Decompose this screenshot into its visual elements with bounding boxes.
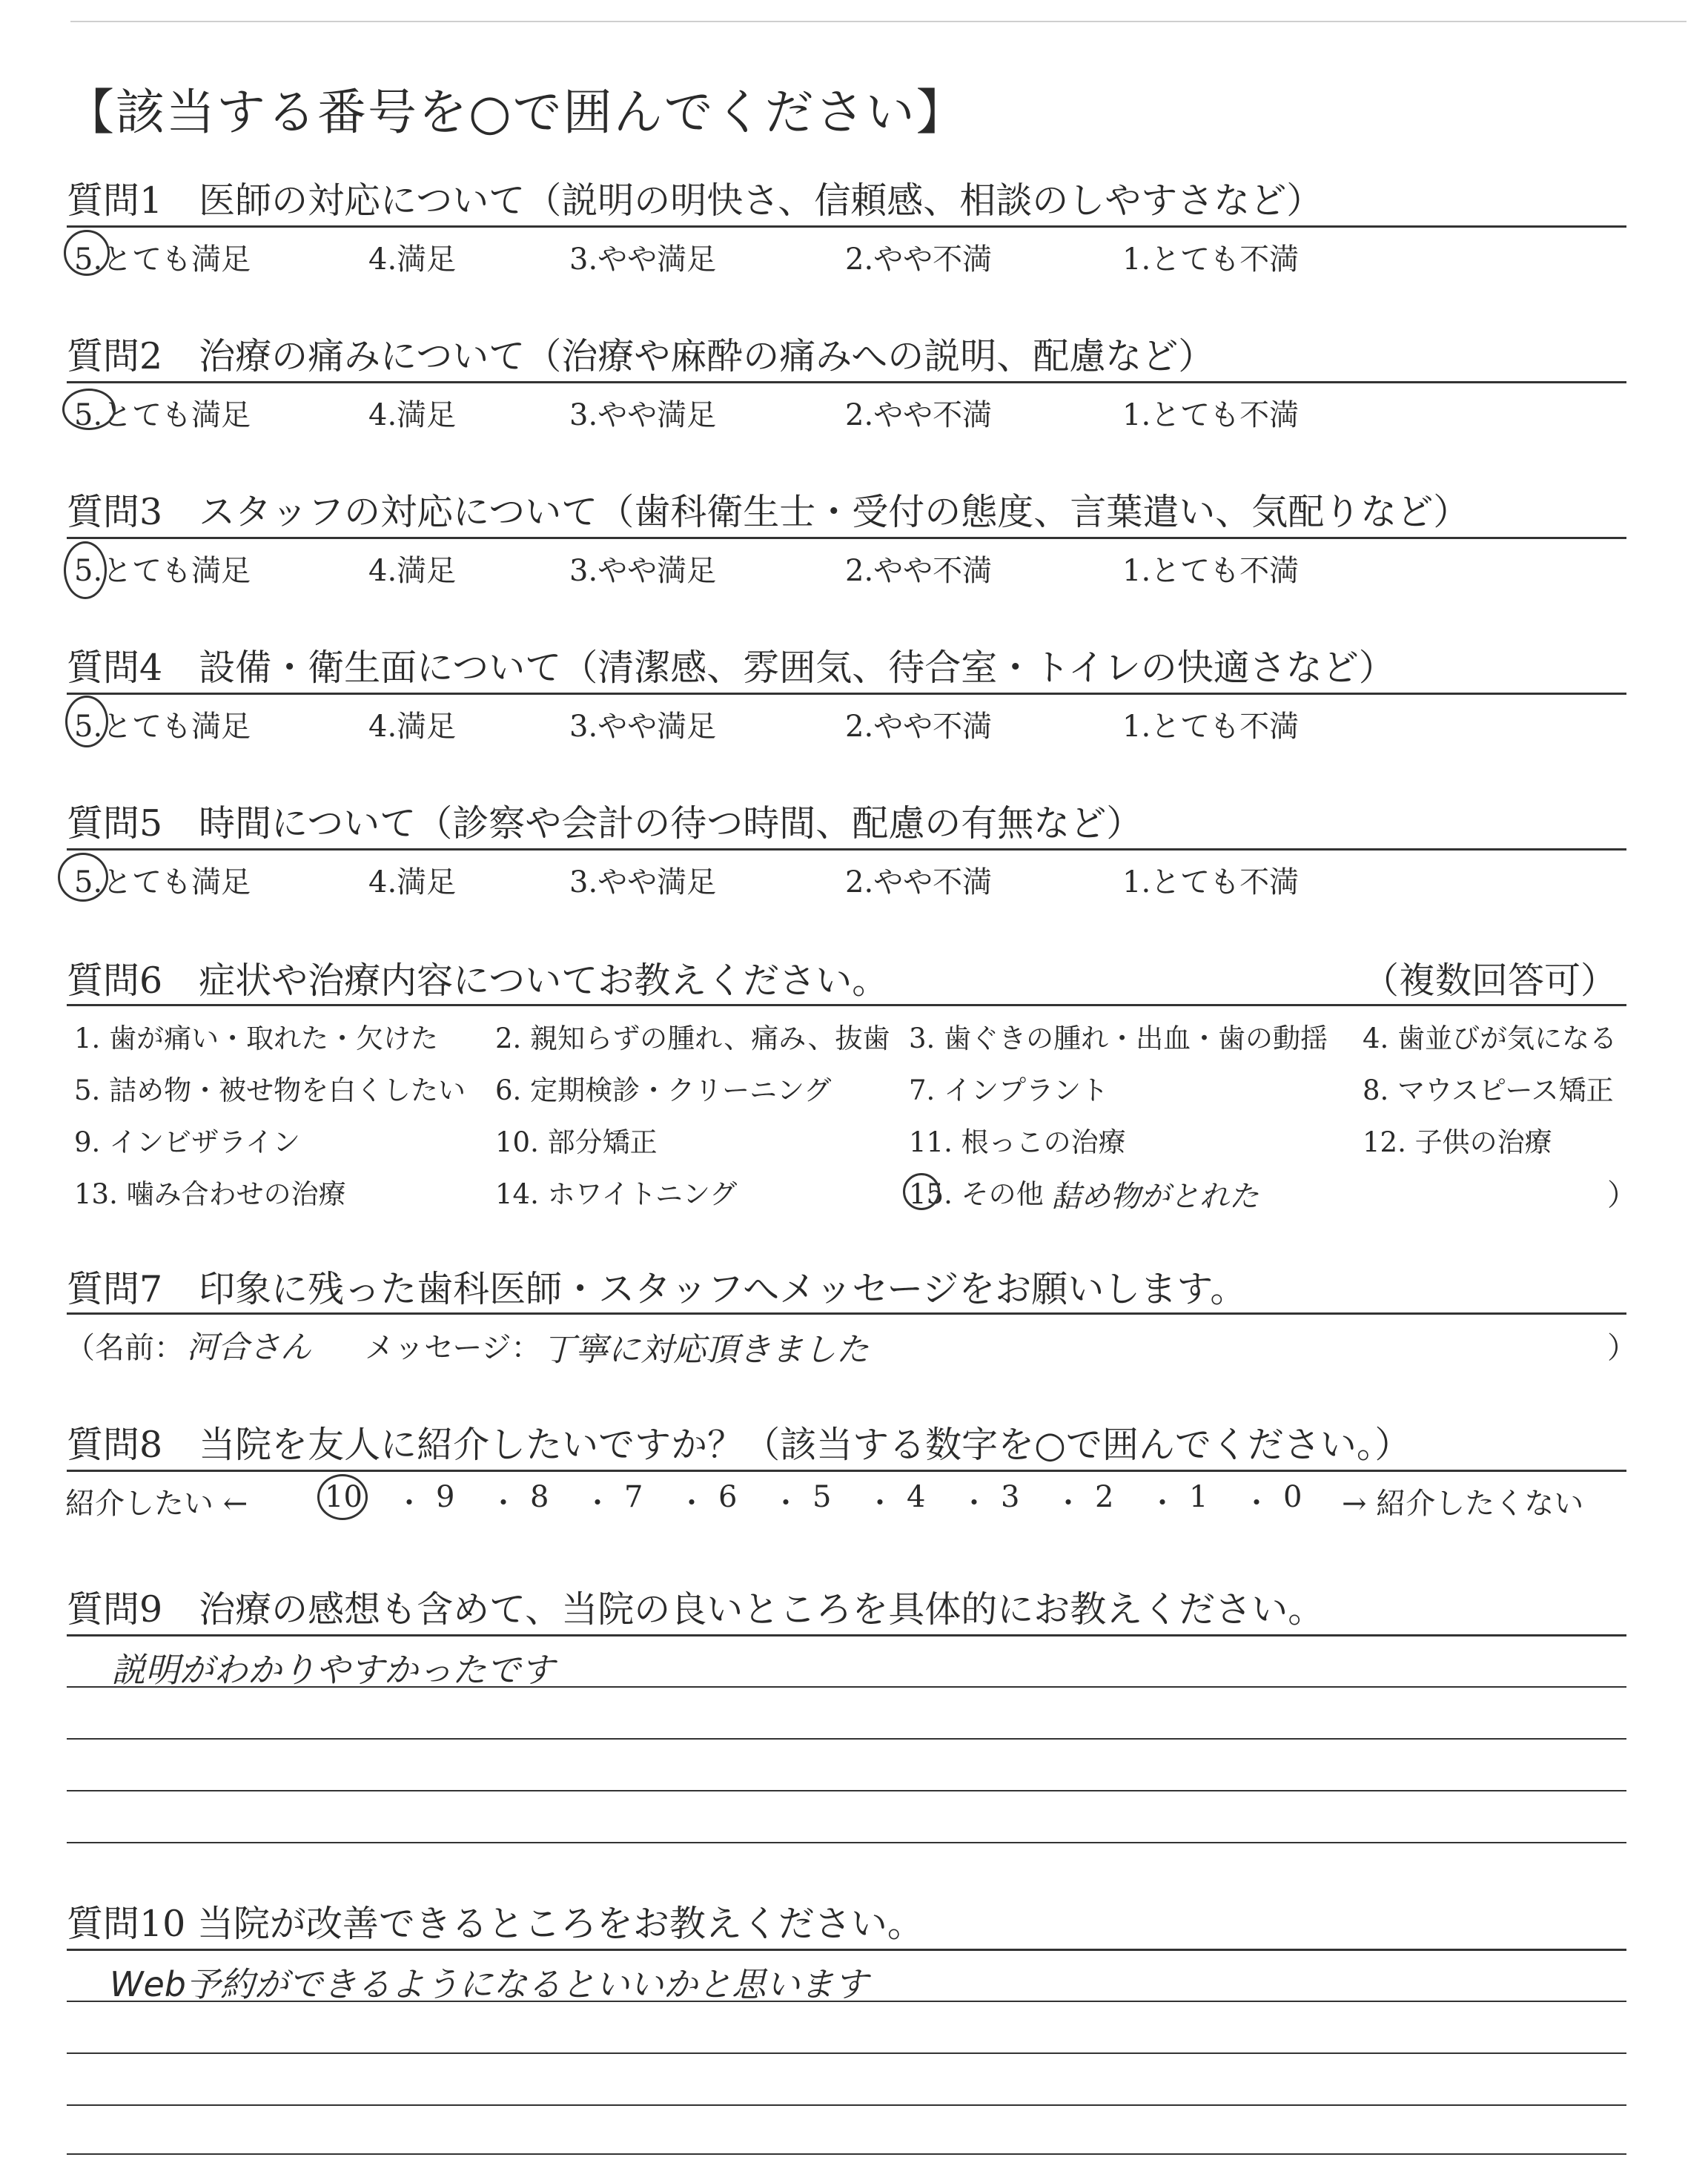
q8-score-6[interactable]: 6 — [718, 1480, 738, 1514]
q4-option-4[interactable]: 4.満足 — [368, 710, 457, 744]
q2-option-2[interactable]: 2.やや不満 — [845, 398, 993, 432]
q4-option-3[interactable]: 3.やや満足 — [569, 710, 717, 744]
q10-answer[interactable]: Web予約ができるようになるといいかと思います — [110, 1964, 868, 2004]
q5-option-2[interactable]: 2.やや不満 — [845, 865, 993, 899]
q6-option-14[interactable]: 14. ホワイトニング — [495, 1178, 738, 1210]
q8-dot: ・ — [772, 1487, 801, 1519]
q6-option-13[interactable]: 13. 噛み合わせの治療 — [74, 1178, 346, 1210]
q9-answer-line — [67, 1738, 1626, 1740]
q6-option-4[interactable]: 4. 歯並びが気になる — [1363, 1023, 1618, 1054]
q3-option-4[interactable]: 4.満足 — [368, 554, 457, 588]
question-7-title: 質問7 印象に残った歯科医師・スタッフへメッセージをお願いします。 — [67, 1268, 1247, 1310]
q4-option-1[interactable]: 1.とても不満 — [1122, 710, 1300, 744]
q7-message-label: メッセージ： — [365, 1331, 541, 1365]
q8-right-label: → 紹介したくない — [1342, 1487, 1584, 1521]
q8-selected-circle — [317, 1474, 368, 1520]
q4-option-2[interactable]: 2.やや不満 — [845, 710, 993, 744]
question-6-title: 質問6 症状や治療内容についてお教えください。 — [67, 960, 889, 1002]
q1-option-5[interactable]: 5.とても満足 — [74, 242, 251, 277]
q8-score-5[interactable]: 5 — [812, 1480, 832, 1514]
q5-selected-circle — [58, 853, 108, 902]
q5-option-4[interactable]: 4.満足 — [368, 865, 457, 899]
q3-option-1[interactable]: 1.とても不満 — [1122, 554, 1300, 588]
q3-option-2[interactable]: 2.やや不満 — [845, 554, 993, 588]
question-1-rule — [67, 225, 1626, 228]
q1-selected-circle — [64, 230, 110, 276]
q2-option-4[interactable]: 4.満足 — [368, 398, 457, 432]
q8-dot: ・ — [678, 1487, 706, 1519]
q4-option-5[interactable]: 5.とても満足 — [74, 710, 251, 744]
q9-answer-line — [67, 1842, 1626, 1843]
q8-dot: ・ — [395, 1487, 424, 1519]
q6-option-2[interactable]: 2. 親知らずの腫れ、痛み、抜歯 — [495, 1023, 890, 1054]
q9-answer[interactable]: 説明がわかりやすかったです — [111, 1650, 555, 1690]
q6-option-15[interactable]: 15. その他（ — [909, 1178, 1071, 1210]
q7-name-label: （名前： — [65, 1331, 184, 1365]
q6-option-1[interactable]: 1. 歯が痛い・取れた・欠けた — [74, 1023, 439, 1054]
question-10-title: 質問10 当院が改善できるところをお教えください。 — [67, 1903, 924, 1945]
q6-option-7[interactable]: 7. インプラント — [909, 1074, 1109, 1106]
q6-close-paren: ） — [1607, 1178, 1637, 1212]
question-10-rule — [67, 1949, 1626, 1951]
question-8-title: 質問8 当院を友人に紹介したいですか？（該当する数字を○で囲んでください。） — [67, 1424, 1411, 1466]
q8-score-3[interactable]: 3 — [1001, 1480, 1020, 1514]
q9-answer-line — [67, 1686, 1626, 1688]
page-heading: 【該当する番号を○で囲んでください】 — [65, 84, 967, 141]
q10-answer-line — [67, 2001, 1626, 2002]
q6-other-answer[interactable]: 詰め物がとれた — [1051, 1180, 1259, 1214]
question-5-title: 質問5 時間について（診察や会計の待つ時間、配慮の有無など） — [67, 802, 1143, 845]
question-3-title: 質問3 スタッフの対応について（歯科衛生士・受付の態度、言葉遣い、気配りなど） — [67, 491, 1470, 533]
q6-option-3[interactable]: 3. 歯ぐきの腫れ・出血・歯の動揺 — [909, 1023, 1328, 1054]
q6-option-6[interactable]: 6. 定期検診・クリーニング — [495, 1074, 832, 1106]
q5-option-3[interactable]: 3.やや満足 — [569, 865, 717, 899]
q10-answer-line — [67, 2104, 1626, 2106]
q3-selected-circle — [64, 541, 107, 599]
q8-dot: ・ — [1242, 1487, 1271, 1519]
q8-score-0[interactable]: 0 — [1283, 1480, 1302, 1514]
question-9-rule — [67, 1634, 1626, 1636]
q8-score-2[interactable]: 2 — [1095, 1480, 1114, 1514]
q8-dot: ・ — [1054, 1487, 1083, 1519]
question-4-rule — [67, 693, 1626, 695]
question-2-rule — [67, 381, 1626, 383]
q2-option-5[interactable]: 5.とても満足 — [74, 398, 251, 432]
q10-answer-line — [67, 2052, 1626, 2054]
q9-answer-line — [67, 1790, 1626, 1791]
q8-score-1[interactable]: 1 — [1189, 1480, 1208, 1514]
q6-option-9[interactable]: 9. インビザライン — [74, 1126, 300, 1158]
question-4-title: 質問4 設備・衛生面について（清潔感、雰囲気、待合室・トイレの快適さなど） — [67, 647, 1395, 689]
q2-option-1[interactable]: 1.とても不満 — [1122, 398, 1300, 432]
q6-option-11[interactable]: 11. 根っこの治療 — [909, 1126, 1126, 1158]
q8-score-10[interactable]: 10 — [325, 1480, 363, 1514]
q8-score-4[interactable]: 4 — [907, 1480, 926, 1514]
q1-option-4[interactable]: 4.満足 — [368, 242, 457, 277]
q7-name-value[interactable]: 河合さん — [187, 1329, 312, 1365]
q3-option-5[interactable]: 5.とても満足 — [74, 554, 251, 588]
q6-option-12[interactable]: 12. 子供の治療 — [1363, 1126, 1552, 1158]
question-9-title: 質問9 治療の感想も含めて、当院の良いところを具体的にお教えください。 — [67, 1588, 1325, 1631]
question-5-rule — [67, 848, 1626, 851]
q8-dot: ・ — [489, 1487, 518, 1519]
q6-selected-circle — [903, 1173, 940, 1210]
q1-option-3[interactable]: 3.やや満足 — [569, 242, 717, 277]
q8-dot: ・ — [583, 1487, 612, 1519]
q8-dot: ・ — [960, 1487, 989, 1519]
q2-selected-circle — [62, 389, 116, 430]
q8-score-8[interactable]: 8 — [530, 1480, 549, 1514]
question-6-rule — [67, 1004, 1626, 1006]
q8-dot: ・ — [866, 1487, 895, 1519]
q3-option-3[interactable]: 3.やや満足 — [569, 554, 717, 588]
q2-option-3[interactable]: 3.やや満足 — [569, 398, 717, 432]
q8-left-label: 紹介したい ← — [65, 1487, 248, 1521]
q4-selected-circle — [65, 696, 108, 747]
q6-option-5[interactable]: 5. 詰め物・被せ物を白くしたい — [74, 1074, 466, 1106]
question-1-title: 質問1 医師の対応について（説明の明快さ、信頼感、相談のしやすさなど） — [67, 179, 1323, 222]
q6-option-10[interactable]: 10. 部分矯正 — [495, 1126, 658, 1158]
q10-answer-line — [67, 2153, 1626, 2155]
q1-option-2[interactable]: 2.やや不満 — [845, 242, 993, 277]
q8-score-9[interactable]: 9 — [436, 1480, 455, 1514]
q7-close-paren: ） — [1607, 1331, 1637, 1365]
q8-dot: ・ — [1148, 1487, 1177, 1519]
q5-option-5[interactable]: 5.とても満足 — [74, 865, 251, 899]
q7-message-value[interactable]: 丁寧に対応頂きました — [543, 1331, 869, 1369]
q6-option-8[interactable]: 8. マウスピース矯正 — [1363, 1074, 1614, 1106]
q5-option-1[interactable]: 1.とても不満 — [1122, 865, 1300, 899]
scan-edge-line — [70, 21, 1687, 22]
question-2-title: 質問2 治療の痛みについて（治療や麻酔の痛みへの説明、配慮など） — [67, 335, 1215, 377]
question-8-rule — [67, 1470, 1626, 1472]
q1-option-1[interactable]: 1.とても不満 — [1122, 242, 1300, 277]
question-6-note: （複数回答可） — [1363, 960, 1618, 1002]
q8-score-7[interactable]: 7 — [624, 1480, 643, 1514]
question-3-rule — [67, 537, 1626, 539]
question-7-rule — [67, 1312, 1626, 1315]
